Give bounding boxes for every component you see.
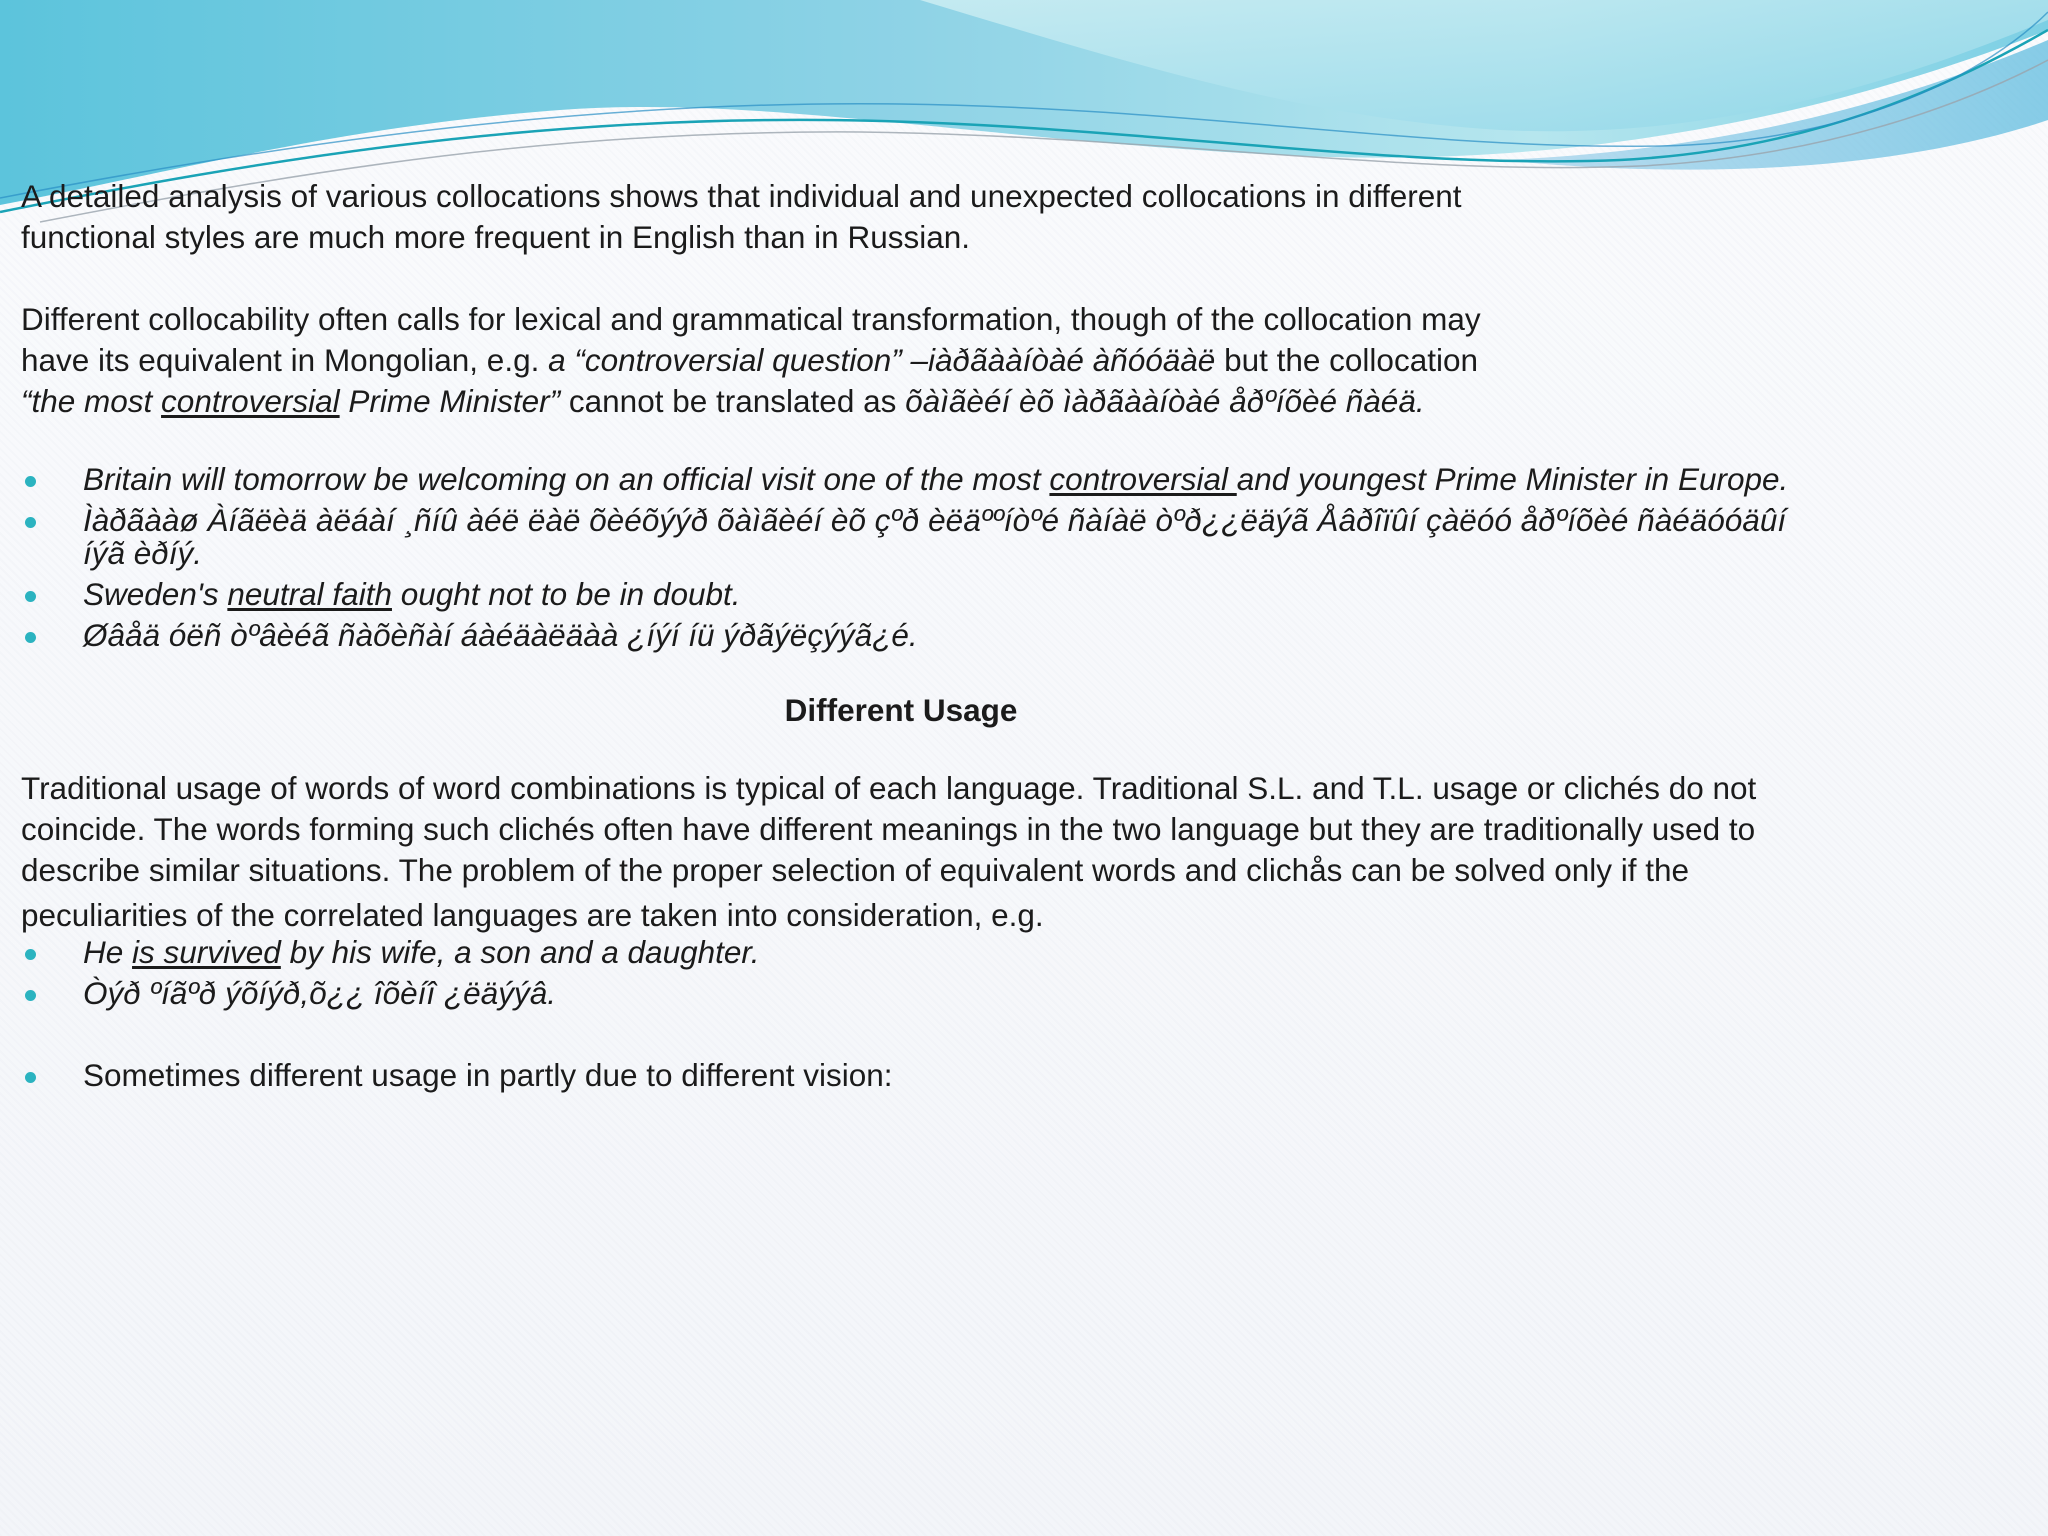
example-underlined-word: controversial (161, 383, 340, 419)
final-bullet-text: Sometimes different usage in partly due to different vision: (83, 1057, 893, 1093)
example-text: Øâåä óëñ òºâèéã ñàõèñàí áàéäàëäàà ¿íýí íü ýðãýëçýýã¿é. (83, 617, 918, 653)
usage-paragraph-4: peculiarities of the correlated languages are taken into consideration, e.g. (21, 897, 1044, 933)
list-item (21, 463, 1811, 496)
example-text: He (83, 934, 133, 970)
bullet-dot-icon (25, 591, 36, 602)
mongolian-translation: õàìãèéí èõ ìàðãààíòàé åðºíõèé ñàéä. (905, 383, 1425, 419)
example-text-end: by his wife, a son and a daughter. (280, 934, 760, 970)
usage-paragraph-2: coincide. The words forming such clichés often have different meanings in the two language but they are traditionally used to (21, 811, 1756, 847)
bullet-dot-icon (25, 949, 36, 960)
bullet-dot-icon (25, 632, 36, 643)
collocability-line-1: Different collocability often calls for lexical and grammatical transformation, though of the collocation may (21, 301, 1481, 337)
bullet-dot-icon (25, 1072, 36, 1083)
example-text: Britain will tomorrow be welcoming on an official visit one of the most (83, 461, 1050, 497)
example-text-end: and youngest Prime Minister in Europe. (1236, 461, 1789, 497)
intro-line-1: A detailed analysis of various collocations shows that individual and unexpected collocations in different (21, 178, 1462, 214)
list-item (21, 578, 1811, 611)
example-quote-end: Prime Minister” (339, 383, 561, 419)
list-item (21, 936, 1811, 969)
list-item (21, 977, 1811, 1010)
list-item (21, 1059, 1811, 1092)
example-underlined: neutral faith (227, 576, 392, 612)
collocability-line-3 (21, 381, 1811, 422)
example-text: Sweden's (83, 576, 228, 612)
collocability-mid-text: cannot be translated as (560, 383, 906, 419)
usage-paragraph-1: Traditional usage of words of word combinations is typical of each language. Traditional S.L. and T.L. usage or clichés do not (21, 770, 1757, 806)
example-underlined: controversial (1049, 461, 1237, 497)
bullet-dot-icon (25, 517, 36, 528)
usage-paragraph-3: describe similar situations. The problem of the proper selection of equivalent words and clichås can be solved only if the (21, 852, 1690, 888)
collocability-example: a “controversial question” –iàðãààíòàé àñóóäàë (548, 342, 1216, 378)
final-list (21, 1059, 1811, 1092)
example-list-2 (21, 936, 1811, 1010)
section-heading: Different Usage (784, 692, 1018, 728)
example-text-end: ought not to be in doubt. (391, 576, 741, 612)
example-text: Òýð ºíãºð ýõíýð,õ¿¿ îõèíî ¿ëäýýâ. (83, 975, 556, 1011)
example-quote-start: “the most (21, 383, 162, 419)
slide-content (21, 176, 1811, 1100)
example-list-1 (21, 463, 1811, 652)
list-item (21, 504, 1811, 570)
collocability-line-2 (21, 340, 1811, 381)
bullet-dot-icon (25, 990, 36, 1001)
intro-line-2: functional styles are much more frequent in English than in Russian. (21, 219, 970, 255)
example-underlined: is survived (132, 934, 281, 970)
collocability-text-end: but the collocation (1215, 342, 1479, 378)
collocability-text: have its equivalent in Mongolian, e.g. (21, 342, 549, 378)
example-text: Ìàðãààø Àíãëèä àëáàí ¸ñíû àéë ëàë õèéõýýð õàìãèéí èõ çºð èëäººíòºé ñàíàë òºð¿¿ëäýã Åâðîïûí çàëóó åðºíõèé ñàéäóóäûí íýã èðíý. (83, 502, 1787, 571)
list-item (21, 619, 1811, 652)
bullet-dot-icon (25, 476, 36, 487)
